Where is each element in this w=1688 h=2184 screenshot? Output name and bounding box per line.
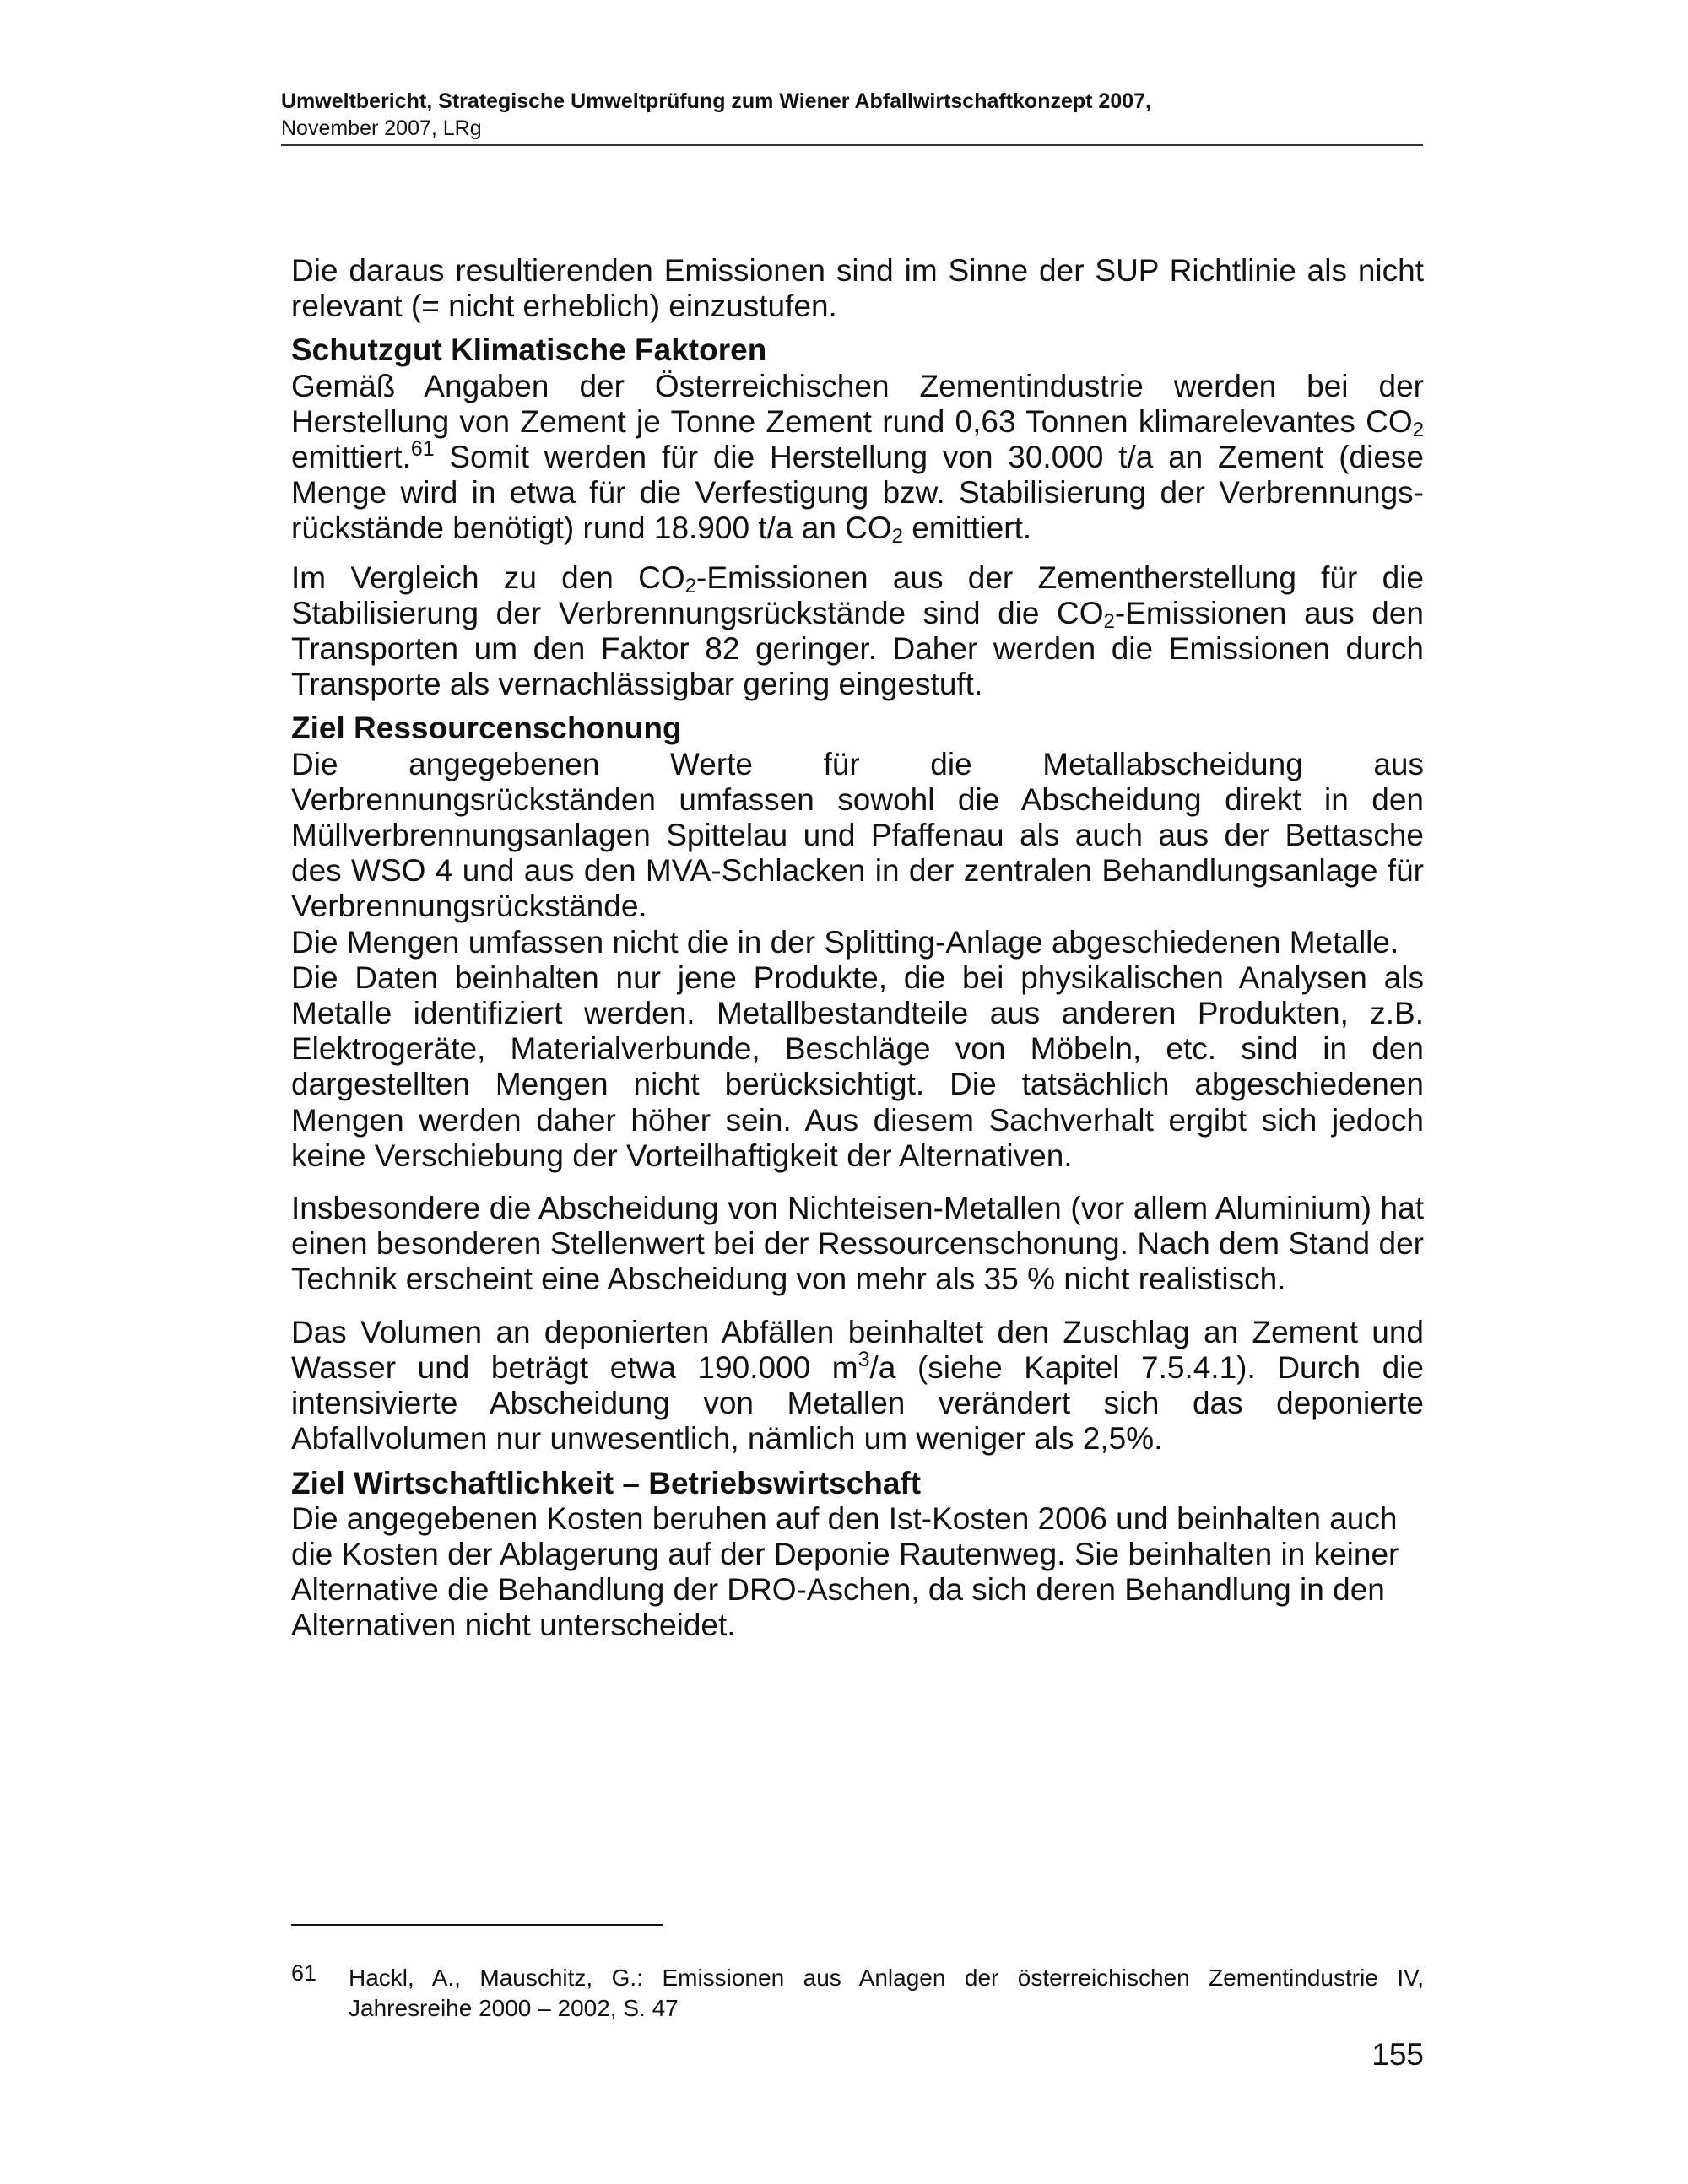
body-text	[291, 253, 1424, 1644]
heading-ressourcenschonung: Ziel Ressourcenschonung	[291, 711, 682, 746]
paragraph-ressourcen-4: Insbesondere die Abscheidung von Nichteisen-Metallen (vor allem Aluminium) hat einen besonderen Stellenwert bei der Ressourcenschonung. Nach dem Stand der Technik erscheint eine Abscheidung von mehr als 35 % nicht realistisch.	[291, 1191, 1424, 1297]
paragraph-volumen: Das Volumen an deponierten Abfällen beinhaltet den Zuschlag an Zement und Wasser und beträgt etwa 190.000 $m^3/a$ (siehe Kapitel 7.5.4.1). Durch die intensivierte Abscheidung von Metallen verändert sich das deponierte Abfallvolumen nur unwesentlich, nämlich um weniger als 2,5%.	[291, 1314, 1424, 1457]
running-header	[281, 88, 1423, 141]
paragraph-wirtschaftlichkeit: Die angegebenen Kosten beruhen auf den Ist-Kosten 2006 und beinhalten auch die Kosten der Ablagerung auf der Deponie Rautenweg. Sie beinhalten in keiner Alternative die Behandlung der DRO-Aschen, da sich deren Behandlung in den Alternativen nicht unterscheidet.	[291, 1500, 1399, 1643]
footnote-text: Hackl, A., Mauschitz, G.: Emissionen aus Anlagen der österreichischen Zementindustrie IV, Jahresreihe 2000 – 2002, S. 47	[349, 1965, 1424, 2021]
heading-wirtschaftlichkeit: Ziel Wirtschaftlichkeit – Betriebswirtschaft	[291, 1465, 922, 1500]
footnote	[291, 1960, 1424, 2024]
heading-klimatische-faktoren: Schutzgut Klimatische Faktoren	[291, 332, 767, 368]
footnote-divider	[291, 1924, 663, 1926]
header-divider	[281, 144, 1423, 146]
page-number: 155	[1372, 2037, 1424, 2072]
paragraph-emissions-conclusion: Die daraus resultierenden Emissionen sind im Sinne der SUP Richtlinie als nicht relevant (= nicht erheblich) einzustufen.	[291, 253, 1424, 324]
header-subtitle: November 2007, LRg	[281, 116, 482, 140]
footnote-reference[interactable]: 61	[410, 437, 435, 462]
paragraph-ressourcen-2: Die Mengen umfassen nicht die in der Splitting-Anlage abgeschiedenen Metalle.	[291, 924, 1399, 960]
footnote-number: 61	[291, 1960, 317, 1986]
header-title-suffix: ,	[1145, 89, 1151, 113]
paragraph-vergleich: Im Vergleich zu den $CO_2$-Emissionen aus der Zementherstellung für die Stabilisierung der Verbrennungsrückstände sind die $CO_2$-Emissionen aus den Transporten um den Faktor 82 geringer. Daher werden die Emissionen durch Transporte als vernachlässigbar gering eingestuft.	[291, 560, 1424, 702]
header-title: Umweltbericht, Strategische Umweltprüfung zum Wiener Abfallwirtschaftkonzept 2007	[281, 89, 1146, 113]
paragraph-klima: Gemäß Angaben der Österreichischen Zementindustrie werden bei der Herstellung von Zement je Tonne Zement rund 0,63 Tonnen klimarelevantes $CO_2$ emittiert.$^{61}$ Somit werden für die Herstellung von 30.000 t/a an Zement (diese Menge wird in etwa für die Verfestigung bzw. Stabilisierung der Verbrennungsrückstände benötigt) rund 18.900 t/a an $CO_2$ emittiert.	[291, 368, 1424, 549]
paragraph-ressourcen-1: Die angegebenen Werte für die Metallabscheidung aus Verbrennungsrückständen umfassen sowohl die Abscheidung direkt in den Müllverbrennungsanlagen Spittelau und Pfaffenau als auch aus der Bettasche des WSO 4 und aus den MVA-Schlacken in der zentralen Behandlungsanlage für Verbrennungsrückstände.	[291, 746, 1424, 924]
paragraph-ressourcen-3: Die Daten beinhalten nur jene Produkte, die bei physikalischen Analysen als Metalle identifiziert werden. Metallbestandteile aus anderen Produkten, z.B. Elektrogeräte, Materialverbunde, Beschläge von Möbeln, etc. sind in den dargestellten Mengen nicht berücksichtigt. Die tatsächlich abgeschiedenen Mengen werden daher höher sein. Aus diesem Sachverhalt ergibt sich jedoch keine Verschiebung der Vorteilhaftigkeit der Alternativen.	[291, 960, 1424, 1173]
